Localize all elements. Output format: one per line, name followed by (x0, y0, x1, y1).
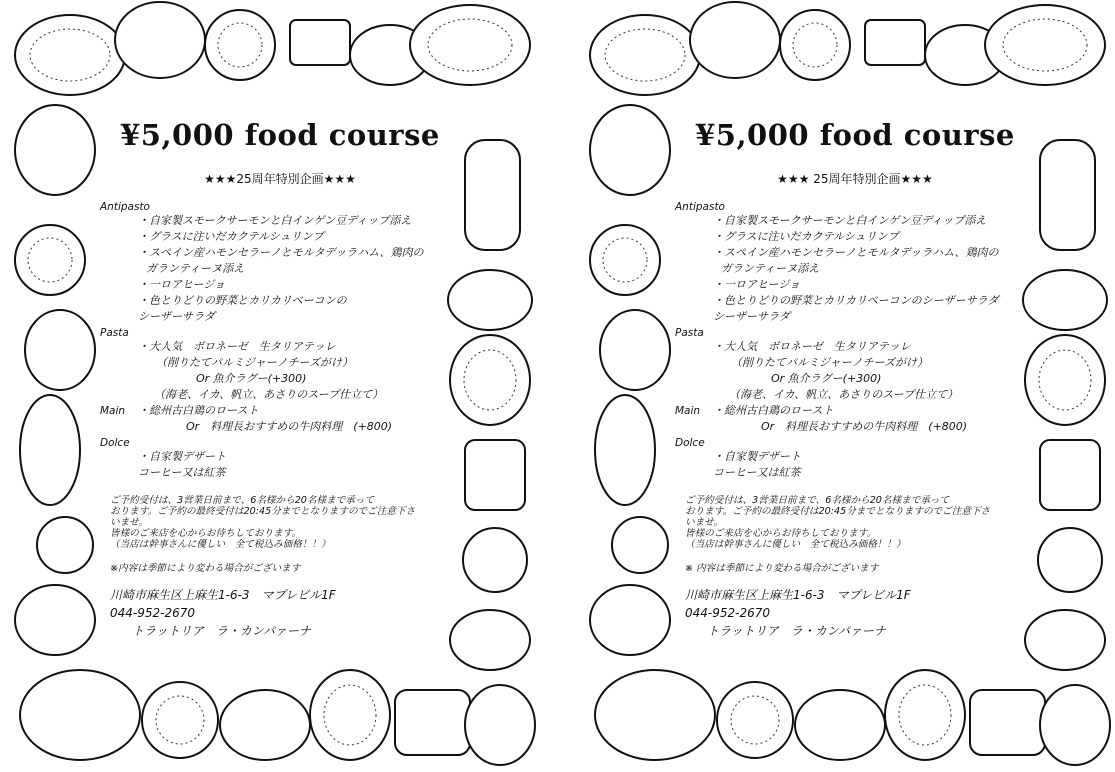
antipasto-item: ・スペイン産ハモンセラーノとモルタデッラハム、鶏肉の (138, 246, 424, 259)
restaurant-info (100, 586, 460, 640)
antipasto-item: ・グラスに注いだカクテルシュリンプ (713, 230, 899, 243)
antipasto-item: ・グラスに注いだカクテルシュリンプ (138, 230, 324, 243)
pasta-label: Pasta (100, 327, 129, 339)
main-item: ・総州古白鶏のロースト (713, 404, 834, 417)
main-item: ・総州古白鶏のロースト (138, 404, 259, 417)
antipasto-item: ・スペイン産ハモンセラーノとモルタデッラハム、鶏肉の (713, 246, 999, 259)
antipasto-item: ・色とりどりの野菜とカリカリベーコンの (138, 294, 347, 307)
anniversary-subtitle: ★★★25周年特別企画★★★ (204, 172, 356, 186)
phone-number: 044-952-2670 (685, 606, 771, 620)
notice-line: おります。ご予約の最終受付は20:45分までとなりますのでご注意下さ (685, 506, 991, 517)
menu-title: ¥5,000 food course (120, 118, 440, 152)
antipasto-label: Antipasto (675, 201, 725, 213)
pasta-item: （削りたてパルミジャーノチーズがけ） (156, 356, 354, 369)
seasonal-note: ※内容は季節により変わる場合がございます (110, 563, 301, 574)
pasta-item: （海老、イカ、帆立、あさりのスープ仕立て） (729, 388, 959, 401)
menu-flyer-left (10, 0, 540, 772)
phone-number: 044-952-2670 (110, 606, 196, 620)
notice-line: ご予約受付は、3営業日前まで、6名様から20名様まで承って (685, 495, 950, 506)
antipasto-item: ・一ロアヒージョ (713, 278, 801, 291)
reservation-notice (675, 495, 1035, 550)
notice-line: いませ。 (110, 517, 149, 528)
pasta-item: ・大人気 ボロネーゼ 生タリアテッレ (138, 340, 336, 353)
anniversary-subtitle: ★★★ 25周年特別企画★★★ (777, 172, 933, 186)
dolce-label: Dolce (100, 437, 130, 449)
antipasto-item: ・自家製スモークサーモンと白インゲン豆ディップ添え (713, 214, 987, 227)
dolce-item: ・自家製デザート (713, 450, 801, 463)
dolce-item: ・自家製デザート (138, 450, 226, 463)
notice-line: いませ。 (685, 517, 724, 528)
notice-line: ご予約受付は、3営業日前まで、6名様から20名様まで承って (110, 495, 375, 506)
pasta-label: Pasta (675, 327, 704, 339)
address: 川崎市麻生区上麻生1-6-3 マプレビル1F (110, 588, 336, 602)
antipasto-item: ガランティーヌ添え (721, 262, 820, 275)
dolce-item: コーヒー又は紅茶 (713, 466, 801, 479)
main-label: Main (675, 405, 701, 417)
notice-line: （当店は幹事さんに優しい 全て税込み価格！！） (110, 539, 331, 550)
reservation-notice (100, 495, 460, 550)
menu-title: ¥5,000 food course (695, 118, 1015, 152)
pasta-item: Or 魚介ラグー(+300) (196, 372, 307, 385)
antipasto-item: シーザーサラダ (713, 310, 790, 323)
antipasto-item: ・色とりどりの野菜とカリカリベーコンのシーザーサラダ (713, 294, 999, 307)
antipasto-item: シーザーサラダ (138, 310, 215, 323)
pasta-item: ・大人気 ボロネーゼ 生タリアテッレ (713, 340, 911, 353)
antipasto-label: Antipasto (100, 201, 150, 213)
pasta-item: （削りたてパルミジャーノチーズがけ） (731, 356, 929, 369)
dolce-label: Dolce (675, 437, 705, 449)
notice-line: 皆様のご来店を心からお待ちしております。 (685, 528, 877, 539)
shop-name: トラットリア ラ・カンパァーナ (132, 624, 311, 638)
notice-line: おります。ご予約の最終受付は20:45分までとなりますのでご注意下さ (110, 506, 416, 517)
notice-line: （当店は幹事さんに優しい 全て税込み価格！！） (685, 539, 906, 550)
menu-content (675, 118, 1035, 640)
dolce-item: コーヒー又は紅茶 (138, 466, 226, 479)
main-row (675, 403, 1035, 419)
main-label: Main (100, 405, 126, 417)
menu-flyer-right (585, 0, 1115, 772)
antipasto-item: ガランティーヌ添え (146, 262, 245, 275)
main-row (100, 403, 460, 419)
restaurant-info (675, 586, 1035, 640)
pasta-item: （海老、イカ、帆立、あさりのスープ仕立て） (154, 388, 384, 401)
notice-line: 皆様のご来店を心からお待ちしております。 (110, 528, 302, 539)
antipasto-item: ・一ロアヒージョ (138, 278, 226, 291)
shop-name: トラットリア ラ・カンパァーナ (707, 624, 886, 638)
seasonal-note: ※ 内容は季節により変わる場合がございます (685, 563, 879, 574)
main-item: Or 料理長おすすめの牛肉料理 (+800) (761, 420, 968, 433)
menu-content (100, 118, 460, 640)
address: 川崎市麻生区上麻生1-6-3 マプレビル1F (685, 588, 911, 602)
pasta-item: Or 魚介ラグー(+300) (771, 372, 882, 385)
main-item: Or 料理長おすすめの牛肉料理 (+800) (186, 420, 393, 433)
antipasto-item: ・自家製スモークサーモンと白インゲン豆ディップ添え (138, 214, 412, 227)
